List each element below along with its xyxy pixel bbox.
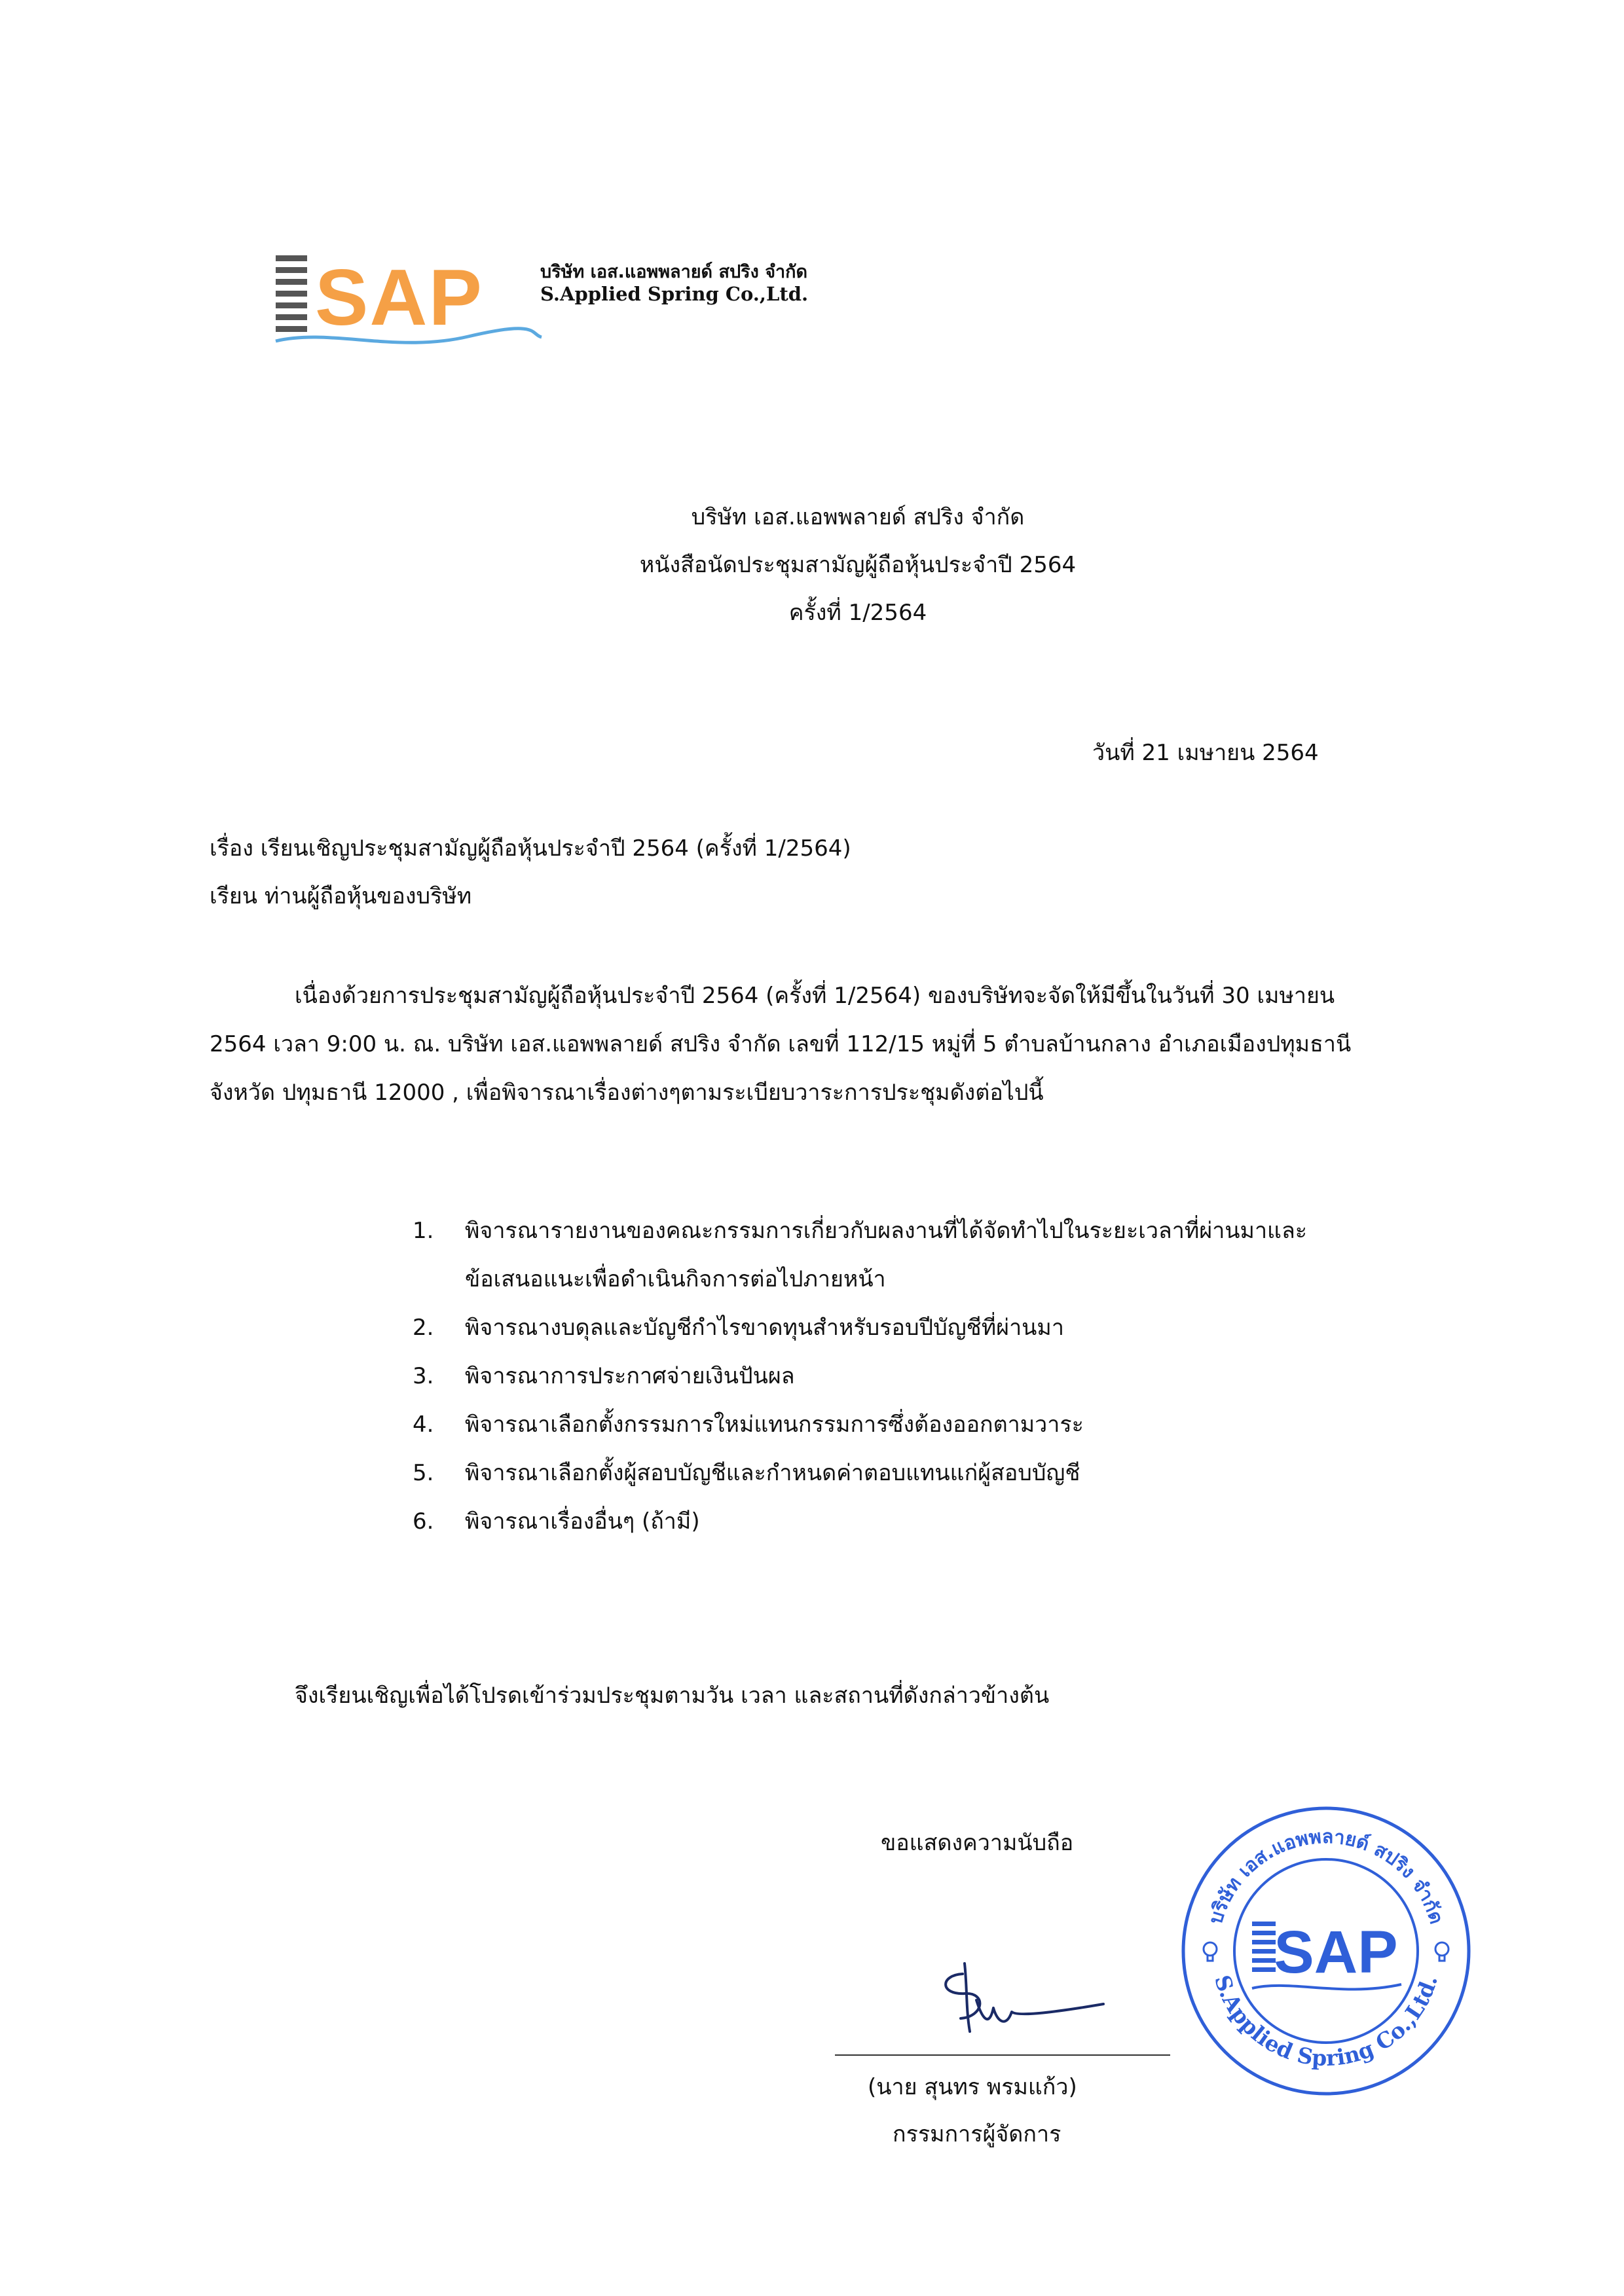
agenda-number: 6. [413,1508,434,1535]
agenda-text: พิจารณาเลือกตั้งผู้สอบบัญชีและกำหนดค่าตอบแทนแก่ผู้สอบบัญชี [465,1460,1080,1486]
body-paragraph [210,972,1526,1117]
svg-text:S.Applied Spring Co.,Ltd. [1209,1972,1443,2071]
agenda-item [413,1352,1526,1400]
agenda-number: 5. [413,1460,434,1486]
agenda-text: พิจารณางบดุลและบัญชีกำไรขาดทุนสำหรับรอบปีบัญชีที่ผ่านมา [465,1315,1064,1341]
agenda-item [413,1449,1526,1497]
body-line: เนื่องด้วยการประชุมสามัญผู้ถือหุ้นประจำปี 2564 (ครั้งที่ 1/2564) ของบริษัทจะจัดให้มีขึ้นในวันที่ 30 เมษายน [295,983,1335,1009]
agenda-number: 3. [413,1363,434,1389]
agenda-item [413,1497,1526,1546]
heading-session: ครั้งที่ 1/2564 [788,600,927,626]
stamp-logo-text: SAP [1274,1919,1398,1986]
company-stamp [1179,1804,1473,2098]
stamp-bars-icon [1252,1922,1276,1972]
agenda-text-continued: ข้อเสนอแนะเพื่อดำเนินกิจการต่อไปภายหน้า [465,1266,886,1292]
spring-bars-icon [276,255,307,332]
agenda-number: 4. [413,1412,434,1438]
letterhead-company-name-en: S.Applied Spring Co.,Ltd. [540,283,809,305]
agenda-text: พิจารณาเรื่องอื่นๆ (ถ้ามี) [465,1508,700,1535]
svg-text:บริษัท เอส.แอพพลายด์ สปริง จำก [1204,1825,1449,1927]
closing-sentence: จึงเรียนเชิญเพื่อได้โปรดเข้าร่วมประชุมตามวัน เวลา และสถานที่ดังกล่าวข้างต้น [295,1683,1050,1709]
agenda-list [413,1207,1526,1546]
regards: ขอแสดงความนับถือ [881,1830,1074,1856]
body-line: จังหวัด ปทุมธานี 12000 , เพื่อพิจารณาเรื่องต่างๆตามระเบียบวาระการประชุมดังต่อไปนี้ [210,1080,1044,1106]
company-logo [272,241,547,352]
agenda-text: พิจารณาการประกาศจ่ายเงินปันผล [465,1363,795,1389]
agenda-text: พิจารณารายงานของคณะกรรมการเกี่ยวกับผลงานที่ได้จัดทำไปในระยะเวลาที่ผ่านมาและ [465,1218,1308,1244]
stamp-bottom-text: S.Applied Spring Co.,Ltd. [1209,1972,1443,2071]
letter-recipient: เรียน ท่านผู้ถือหุ้นของบริษัท [210,883,472,909]
body-line: 2564 เวลา 9:00 น. ณ. บริษัท เอส.แอพพลายด์ สปริง จำกัด เลขที่ 112/15 หมู่ที่ 5 ตำบลบ้านกลาง อำเภอเมืองปทุมธานี [210,1031,1352,1057]
heading-company: บริษัท เอส.แอพพลายด์ สปริง จำกัด [691,504,1025,530]
agenda-item [413,1303,1526,1352]
logo-wordmark: SAP [315,253,483,342]
agenda-item [413,1207,1526,1303]
signer-name: (นาย สุนทร พรมแก้ว) [868,2074,1077,2100]
agenda-text: พิจารณาเลือกตั้งกรรมการใหม่แทนกรรมการซึ่งต้องออกตามวาระ [465,1412,1084,1438]
agenda-item [413,1400,1526,1449]
agenda-number: 1. [413,1218,434,1244]
letter-subject: เรื่อง เรียนเชิญประชุมสามัญผู้ถือหุ้นประจำปี 2564 (ครั้งที่ 1/2564) [210,835,851,862]
letter-date: วันที่ 21 เมษายน 2564 [1092,740,1319,766]
signature-line [835,2054,1170,2056]
letterhead-company-name-th: บริษัท เอส.แอพพลายด์ สปริง จำกัด [540,262,808,282]
signer-position: กรรมการผู้จัดการ [893,2121,1061,2147]
handwritten-signature [927,1954,1116,2039]
agenda-number: 2. [413,1315,434,1341]
stamp-top-text: บริษัท เอส.แอพพลายด์ สปริง จำกัด [1204,1825,1449,1927]
heading-title: หนังสือนัดประชุมสามัญผู้ถือหุ้นประจำปี 2564 [639,552,1077,578]
